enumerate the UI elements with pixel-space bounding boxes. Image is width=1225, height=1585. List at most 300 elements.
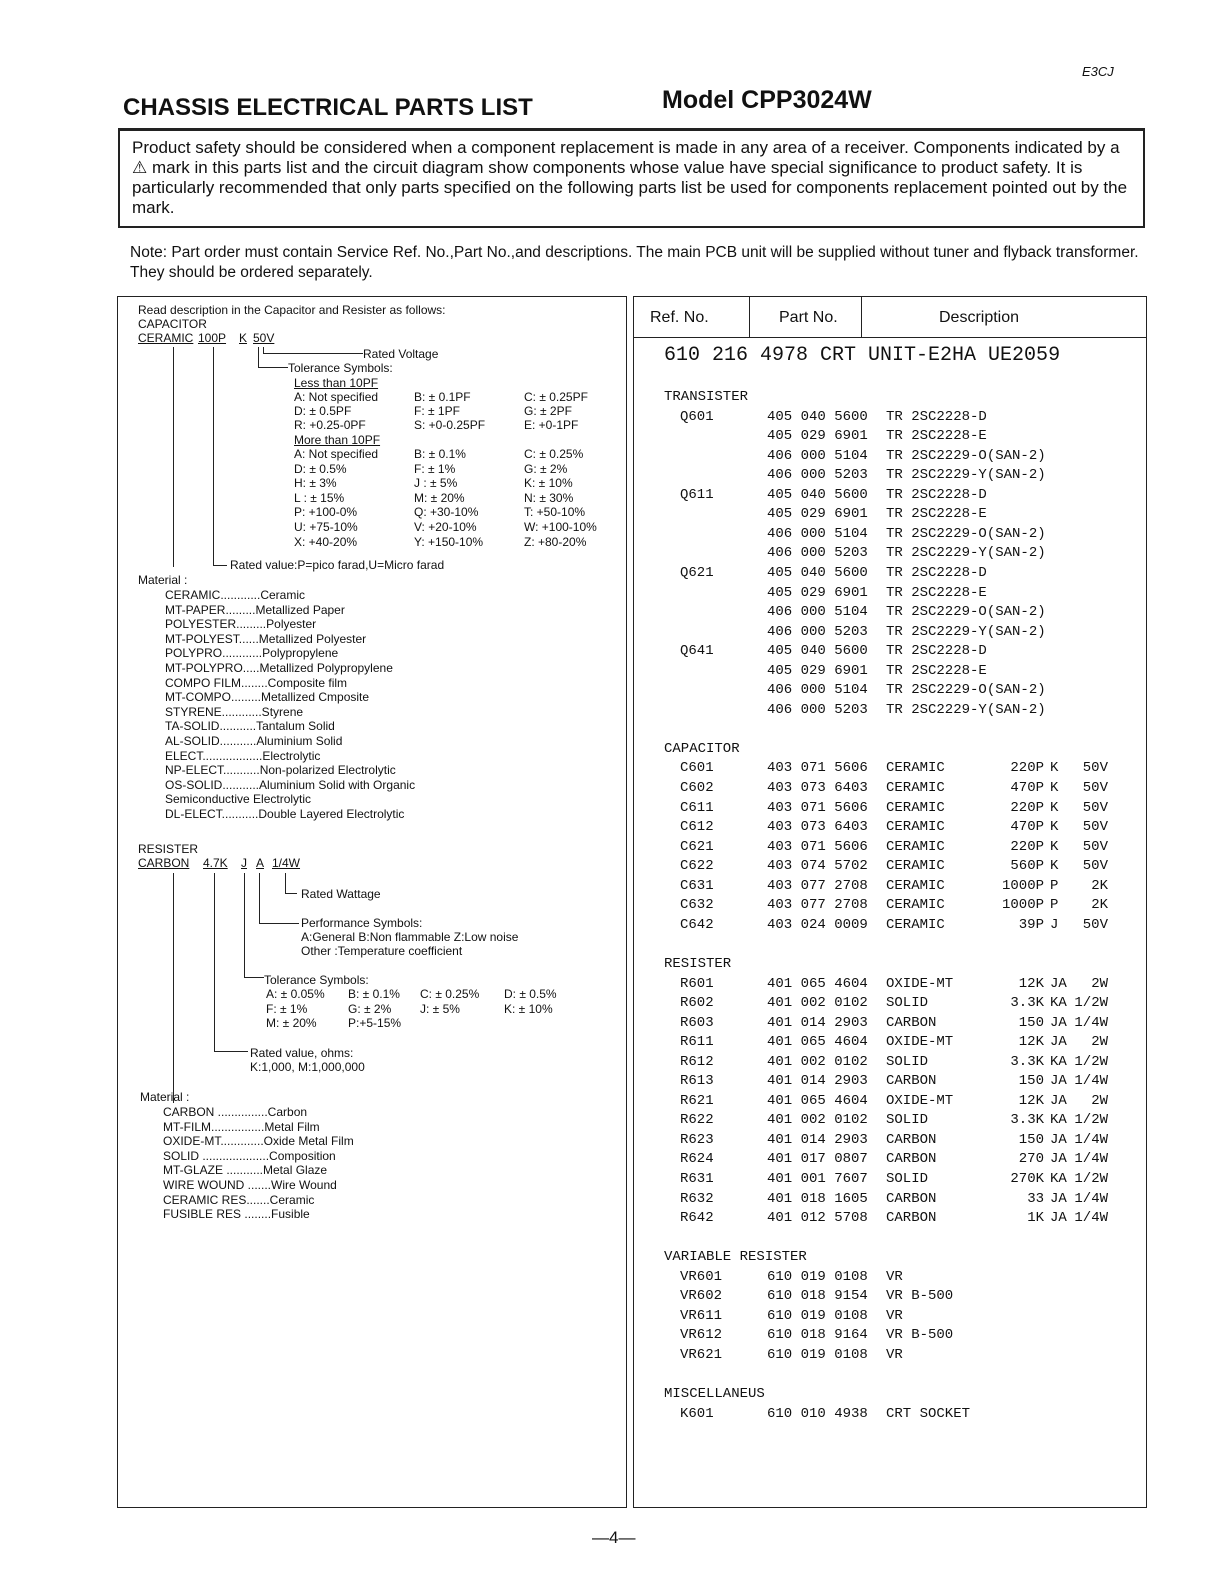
cap-example-voltage: 50V xyxy=(253,331,275,345)
table-row xyxy=(634,1033,1146,1053)
material-entry: POLYPRO............Polypropylene xyxy=(165,646,339,661)
description: TR 2SC2228-E xyxy=(886,662,987,679)
rating: 2W xyxy=(1091,1092,1108,1109)
tolerance-entry: X: +40-20% xyxy=(294,534,358,549)
table-row xyxy=(634,408,1146,428)
description: TR 2SC2229-O(SAN-2) xyxy=(886,447,1046,464)
material-entry: MT-POLYEST......Metallized Polyester xyxy=(165,631,367,646)
description: CARBON xyxy=(886,1014,937,1031)
legend-panel xyxy=(117,296,627,1508)
header-description: Description xyxy=(939,309,1020,326)
table-row xyxy=(634,896,1146,916)
table-row xyxy=(634,1170,1146,1190)
description: SOLID xyxy=(886,995,929,1012)
description: CERAMIC xyxy=(886,819,945,836)
description: CERAMIC xyxy=(886,916,945,933)
part-no: 403 077 2708 xyxy=(767,897,868,914)
rating: 2K xyxy=(1091,897,1108,914)
material-entry: MT-PAPER.........Metallized Paper xyxy=(165,602,345,617)
tolerance-entry: B: ± 0.1% xyxy=(414,447,466,461)
description: CRT SOCKET xyxy=(886,1405,971,1422)
part-no: 406 000 5104 xyxy=(767,447,868,464)
tolerance-entry: P:+5-15% xyxy=(348,1016,402,1031)
table-row xyxy=(634,525,1146,545)
description: CARBON xyxy=(886,1190,937,1207)
tolerance-entry: G: ± 2% xyxy=(348,1001,392,1016)
value: 1000P xyxy=(1001,877,1044,894)
less-than-label: Less than 10PF xyxy=(294,376,379,390)
table-row xyxy=(634,1307,1146,1327)
tolerance: JA xyxy=(1050,975,1067,992)
table-row xyxy=(634,662,1146,682)
tolerance: JA xyxy=(1050,1190,1067,1207)
part-no: 401 065 4604 xyxy=(767,1092,868,1109)
cap-example-material: CERAMIC xyxy=(138,331,194,345)
tolerance-entry: K: ± 10% xyxy=(504,1001,553,1016)
res-example-watt: 1/4W xyxy=(272,856,301,870)
tolerance: P xyxy=(1050,897,1059,914)
rating: 2W xyxy=(1091,975,1108,992)
section-title: RESISTER xyxy=(664,955,732,972)
description: CERAMIC xyxy=(886,799,945,816)
res-rated-value-units: K:1,000, M:1,000,000 xyxy=(250,1060,365,1074)
table-row xyxy=(634,975,1146,995)
parts-table xyxy=(633,296,1147,1508)
tolerance-entry: R: +0.25-0PF xyxy=(294,418,366,432)
ref-no: R613 xyxy=(680,1073,714,1090)
material-entry: POLYESTER.........Polyester xyxy=(165,617,317,632)
tolerance: KA xyxy=(1050,1112,1067,1129)
res-rated-value: Rated value, ohms: xyxy=(250,1046,354,1060)
rating: 2K xyxy=(1091,877,1108,894)
value: 470P xyxy=(1010,819,1044,836)
value: 12K xyxy=(1018,1034,1044,1051)
resister-heading: RESISTER xyxy=(138,842,199,856)
table-row xyxy=(634,681,1146,701)
tolerance-entry: F: ± 1PF xyxy=(414,404,460,418)
ref-no: R611 xyxy=(680,1034,714,1051)
part-no: 610 019 0108 xyxy=(767,1346,868,1363)
material-entry: FUSIBLE RES ........Fusible xyxy=(163,1207,310,1222)
ref-no: R623 xyxy=(680,1131,714,1148)
part-no: 401 002 0102 xyxy=(767,995,868,1012)
model-title: Model CPP3024W xyxy=(662,86,872,114)
ref-no: R624 xyxy=(680,1151,714,1168)
material-entry: CARBON ...............Carbon xyxy=(163,1105,308,1119)
crt-unit-line: 610 216 4978 CRT UNIT-E2HA UE2059 xyxy=(664,344,1061,367)
description: CERAMIC xyxy=(886,838,945,855)
tolerance: JA xyxy=(1050,1151,1067,1168)
description: OXIDE-MT xyxy=(886,1034,954,1051)
cap-material-label: Material : xyxy=(138,573,188,587)
table-row xyxy=(634,1229,1146,1249)
section-title: CAPACITOR xyxy=(664,740,740,757)
value: 3.3K xyxy=(1010,995,1044,1012)
part-no: 401 065 4604 xyxy=(767,975,868,992)
ref-no: Q611 xyxy=(680,486,714,503)
description: SOLID xyxy=(886,1053,929,1070)
safety-notice: Product safety should be considered when a component replacement is made in any area of a receiver. Components indicated by a ⚠ mark in this parts list and the circuit diagram show components whose value have special significance to product safety. It is particularly recommended that only parts specified on the following parts list be used for components replacement pointed out by the mark. xyxy=(118,128,1145,228)
table-row xyxy=(634,623,1146,643)
value: 39P xyxy=(1018,916,1044,933)
tolerance: KA xyxy=(1050,995,1067,1012)
rated-wattage-label: Rated Wattage xyxy=(301,887,381,901)
ref-no: R632 xyxy=(680,1190,714,1207)
part-no: 401 065 4604 xyxy=(767,1034,868,1051)
tolerance-entry: D: ± 0.5% xyxy=(504,987,557,1001)
table-row xyxy=(634,447,1146,467)
value: 12K xyxy=(1018,1092,1044,1109)
tolerance-entry: C: ± 0.25PF xyxy=(524,390,588,404)
part-no: 403 073 6403 xyxy=(767,780,868,796)
material-entry: Semiconductive Electrolytic xyxy=(165,792,312,807)
value: 470P xyxy=(1010,780,1044,796)
order-note: Note: Part order must contain Service Ref. No.,Part No.,and descriptions. The main PCB unit will be supplied without tuner and flyback transformer. They should be ordered separately. xyxy=(130,244,1139,281)
rated-voltage-label: Rated Voltage xyxy=(363,347,439,361)
tolerance: J xyxy=(1050,916,1059,933)
section-title: VARIABLE RESISTER xyxy=(664,1249,807,1266)
description: CERAMIC xyxy=(886,760,945,777)
table-row xyxy=(634,818,1146,838)
page-title: CHASSIS ELECTRICAL PARTS LIST xyxy=(123,94,533,121)
description: VR B-500 xyxy=(886,1288,954,1305)
part-no: 406 000 5203 xyxy=(767,623,868,640)
value: 150 xyxy=(1018,1073,1044,1090)
description: TR 2SC2229-O(SAN-2) xyxy=(886,604,1046,621)
part-no: 403 074 5702 xyxy=(767,858,868,875)
table-row xyxy=(634,544,1146,564)
rating: 1/4W xyxy=(1074,1131,1108,1148)
section-heading xyxy=(634,740,1146,760)
material-entry: MT-GLAZE ...........Metal Glaze xyxy=(163,1163,328,1178)
section-heading xyxy=(634,955,1146,975)
res-example-perf: A xyxy=(256,856,265,870)
part-no: 403 073 6403 xyxy=(767,819,868,836)
table-row xyxy=(634,1366,1146,1386)
rating: 1/4W xyxy=(1074,1190,1108,1207)
part-no: 406 000 5104 xyxy=(767,682,868,699)
tolerance-entry: C: ± 0.25% xyxy=(524,447,584,461)
material-entry: NP-ELECT...........Non-polarized Electrolytic xyxy=(165,763,396,778)
res-example-material: CARBON xyxy=(138,856,190,870)
value: 270 xyxy=(1018,1151,1044,1168)
material-entry: MT-FILM................Metal Film xyxy=(163,1119,320,1134)
table-row xyxy=(634,759,1146,779)
table-row xyxy=(634,857,1146,877)
table-row xyxy=(634,486,1146,506)
doc-code: E3CJ xyxy=(1082,64,1114,79)
part-no: 403 071 5606 xyxy=(767,760,868,777)
part-no: 610 018 9154 xyxy=(767,1288,868,1305)
ref-no: C631 xyxy=(680,877,714,894)
perf-line-1: A:General B:Non flammable Z:Low noise xyxy=(301,930,519,944)
tolerance: JA xyxy=(1050,1210,1067,1227)
description: TR 2SC2228-E xyxy=(886,584,987,601)
table-row xyxy=(634,1111,1146,1131)
rating: 1/2W xyxy=(1074,1171,1108,1187)
tolerance-entry: F: ± 1% xyxy=(266,1001,308,1016)
material-entry: CERAMIC RES.......Ceramic xyxy=(163,1192,315,1207)
material-entry: STYRENE............Styrene xyxy=(165,704,304,719)
description: CERAMIC xyxy=(886,877,945,894)
tolerance: K xyxy=(1050,760,1059,777)
rating: 50V xyxy=(1082,858,1108,875)
description: TR 2SC2229-Y(SAN-2) xyxy=(886,701,1046,718)
description: TR 2SC2229-Y(SAN-2) xyxy=(886,467,1046,484)
section-heading xyxy=(634,1248,1146,1268)
part-no: 401 002 0102 xyxy=(767,1053,868,1070)
tolerance: K xyxy=(1050,780,1059,796)
part-no: 401 017 0807 xyxy=(767,1151,868,1168)
rating: 1/2W xyxy=(1074,1112,1108,1129)
tolerance: JA xyxy=(1050,1014,1067,1031)
tolerance-entry: M: ± 20% xyxy=(414,490,465,505)
value: 150 xyxy=(1018,1014,1044,1031)
ref-no: R631 xyxy=(680,1171,714,1187)
table-row xyxy=(634,584,1146,604)
part-no: 403 077 2708 xyxy=(767,877,868,894)
part-no: 610 010 4938 xyxy=(767,1405,868,1422)
ref-no: C612 xyxy=(680,819,714,836)
rating: 1/2W xyxy=(1074,995,1108,1012)
material-entry: ELECT..................Electrolytic xyxy=(165,748,321,763)
table-row xyxy=(634,799,1146,819)
description: TR 2SC2228-D xyxy=(886,643,987,660)
tolerance-entry: J : ± 5% xyxy=(414,476,458,491)
table-row xyxy=(634,466,1146,486)
rating: 1/4W xyxy=(1074,1210,1108,1227)
rating: 50V xyxy=(1082,819,1108,836)
tolerance-entry: L : ± 15% xyxy=(294,490,345,505)
part-no: 406 000 5203 xyxy=(767,467,868,484)
table-row xyxy=(634,1092,1146,1112)
value: 150 xyxy=(1018,1131,1044,1148)
table-row xyxy=(634,603,1146,623)
part-no: 406 000 5104 xyxy=(767,604,868,621)
tolerance-entry: B: ± 0.1PF xyxy=(414,390,471,404)
tolerance: K xyxy=(1050,819,1059,836)
tolerance-entry: B: ± 0.1% xyxy=(348,987,400,1001)
description: TR 2SC2229-Y(SAN-2) xyxy=(886,545,1046,562)
value: 33 xyxy=(1027,1190,1044,1207)
tolerance: JA xyxy=(1050,1034,1067,1051)
table-row xyxy=(634,877,1146,897)
tolerance-entry: G: ± 2% xyxy=(524,461,568,476)
part-no: 406 000 5104 xyxy=(767,525,868,542)
tol-symbols-label: Tolerance Symbols: xyxy=(288,361,393,375)
rating: 1/4W xyxy=(1074,1151,1108,1168)
ref-no: Q641 xyxy=(680,643,714,660)
ref-no: VR621 xyxy=(680,1346,723,1363)
material-entry: MT-POLYPRO.....Metallized Polypropylene xyxy=(165,661,393,675)
ref-no: Q601 xyxy=(680,408,714,425)
rating: 50V xyxy=(1082,799,1108,816)
part-no: 401 014 2903 xyxy=(767,1131,868,1148)
description: TR 2SC2229-O(SAN-2) xyxy=(886,525,1046,542)
part-no: 405 029 6901 xyxy=(767,506,868,523)
section-title: MISCELLANEUS xyxy=(664,1386,765,1403)
tolerance-entry: P: +100-0% xyxy=(294,505,358,520)
section-title: TRANSISTER xyxy=(664,389,749,405)
part-no: 405 040 5600 xyxy=(767,564,868,581)
res-example-tol: J xyxy=(241,856,247,870)
tolerance-entry: Z: +80-20% xyxy=(524,534,587,549)
ref-no: VR611 xyxy=(680,1307,723,1324)
table-row xyxy=(634,1053,1146,1073)
tolerance: JA xyxy=(1050,1131,1067,1148)
ref-no: R612 xyxy=(680,1053,714,1070)
table-row xyxy=(634,1150,1146,1170)
table-row xyxy=(634,916,1146,936)
part-no: 403 071 5606 xyxy=(767,838,868,855)
rating: 50V xyxy=(1082,838,1108,855)
description: CERAMIC xyxy=(886,780,945,796)
res-material-label: Material : xyxy=(140,1090,190,1104)
material-entry: TA-SOLID...........Tantalum Solid xyxy=(165,719,335,734)
table-row xyxy=(634,642,1146,662)
tolerance: P xyxy=(1050,877,1059,894)
tolerance-entry: E: +0-1PF xyxy=(524,418,579,432)
material-entry: MT-COMPO.........Metallized Cmposite xyxy=(165,690,370,705)
ref-no: C602 xyxy=(680,780,714,796)
rating: 1/4W xyxy=(1074,1014,1108,1031)
material-entry: SOLID ....................Composition xyxy=(163,1148,336,1163)
description: TR 2SC2228-D xyxy=(886,408,987,425)
tolerance: KA xyxy=(1050,1053,1067,1070)
tolerance-entry: Q: +30-10% xyxy=(414,505,479,520)
tolerance: K xyxy=(1050,858,1059,875)
description: TR 2SC2228-E xyxy=(886,506,987,523)
table-row xyxy=(634,505,1146,525)
part-no: 406 000 5203 xyxy=(767,545,868,562)
description: CERAMIC xyxy=(886,897,945,914)
part-no: 405 029 6901 xyxy=(767,662,868,679)
tolerance-entry: K: ± 10% xyxy=(524,476,573,491)
more-than-label: More than 10PF xyxy=(294,433,381,447)
ref-no: VR612 xyxy=(680,1327,723,1344)
description: OXIDE-MT xyxy=(886,975,954,992)
ref-no: R622 xyxy=(680,1112,714,1129)
ref-no: K601 xyxy=(680,1405,714,1422)
material-entry: DL-ELECT...........Double Layered Electrolytic xyxy=(165,807,405,821)
table-row xyxy=(634,1405,1146,1425)
tolerance-entry: V: +20-10% xyxy=(414,520,477,534)
table-row xyxy=(634,1326,1146,1346)
table-row xyxy=(634,720,1146,740)
part-no: 610 018 9164 xyxy=(767,1327,868,1344)
part-no: 406 000 5203 xyxy=(767,701,868,718)
part-no: 405 040 5600 xyxy=(767,408,868,425)
description: SOLID xyxy=(886,1171,929,1187)
part-no: 401 018 1605 xyxy=(767,1190,868,1207)
table-row xyxy=(634,838,1146,858)
tolerance-entry: N: ± 30% xyxy=(524,490,574,505)
part-no: 401 012 5708 xyxy=(767,1210,868,1227)
section-heading xyxy=(634,388,1146,408)
rating: 2W xyxy=(1091,1034,1108,1051)
tolerance-entry: W: +100-10% xyxy=(524,520,597,534)
description: CARBON xyxy=(886,1131,937,1148)
part-no: 405 029 6901 xyxy=(767,428,868,445)
value: 3.3K xyxy=(1010,1053,1044,1070)
table-row xyxy=(634,1014,1146,1034)
res-tol-label: Tolerance Symbols: xyxy=(264,973,369,987)
description: CERAMIC xyxy=(886,858,945,875)
material-entry: OXIDE-MT.............Oxide Metal Film xyxy=(163,1134,354,1149)
material-entry: OS-SOLID...........Aluminium Solid with Organic xyxy=(165,777,416,792)
part-no: 403 024 0009 xyxy=(767,916,868,933)
table-row xyxy=(634,779,1146,799)
tolerance-entry: D: ± 0.5PF xyxy=(294,404,352,418)
ref-no: R642 xyxy=(680,1210,714,1227)
tolerance-entry: A: Not specified xyxy=(294,447,379,461)
ref-no: C642 xyxy=(680,916,714,933)
perf-line-2: Other :Temperature coefficient xyxy=(301,944,463,958)
tolerance-entry: T: +50-10% xyxy=(524,505,586,520)
value: 12K xyxy=(1018,975,1044,992)
part-no: 405 040 5600 xyxy=(767,486,868,503)
capacitor-heading: CAPACITOR xyxy=(138,317,207,331)
description: TR 2SC2228-E xyxy=(886,428,987,445)
tolerance-entry: A: ± 0.05% xyxy=(266,987,325,1001)
material-entry: COMPO FILM........Composite film xyxy=(165,675,348,690)
cap-example-tol: K xyxy=(239,331,248,345)
description: VR xyxy=(886,1268,903,1285)
ref-no: VR602 xyxy=(680,1288,723,1305)
part-no: 403 071 5606 xyxy=(767,799,868,816)
tolerance: JA xyxy=(1050,1092,1067,1109)
ref-no: VR601 xyxy=(680,1268,723,1285)
table-row xyxy=(634,1268,1146,1288)
ref-no: R601 xyxy=(680,975,714,992)
value: 560P xyxy=(1010,858,1044,875)
description: SOLID xyxy=(886,1112,929,1129)
part-no: 401 014 2903 xyxy=(767,1073,868,1090)
page-number: —4— xyxy=(592,1528,636,1547)
part-no: 401 001 7607 xyxy=(767,1171,868,1187)
table-row xyxy=(634,935,1146,955)
ref-no: C622 xyxy=(680,858,714,875)
part-no: 405 029 6901 xyxy=(767,584,868,601)
description: VR xyxy=(886,1346,903,1363)
ref-no: C601 xyxy=(680,760,714,777)
perf-symbols-label: Performance Symbols: xyxy=(301,916,423,930)
table-row xyxy=(634,427,1146,447)
part-no: 610 019 0108 xyxy=(767,1307,868,1324)
tolerance-entry: D: ± 0.5% xyxy=(294,461,347,476)
description: VR B-500 xyxy=(886,1327,954,1344)
table-row xyxy=(634,1346,1146,1366)
res-example-value: 4.7K xyxy=(203,856,228,870)
description: OXIDE-MT xyxy=(886,1092,954,1109)
value: 270K xyxy=(1010,1171,1044,1187)
value: 1K xyxy=(1027,1210,1044,1227)
rating: 1/4W xyxy=(1074,1073,1108,1090)
table-row xyxy=(634,701,1146,721)
tolerance-entry: A: Not specified xyxy=(294,390,379,404)
value: 220P xyxy=(1010,760,1044,777)
tolerance-entry: U: +75-10% xyxy=(294,520,358,534)
part-no: 405 040 5600 xyxy=(767,643,868,660)
value: 220P xyxy=(1010,838,1044,855)
header-ref-no: Ref. No. xyxy=(650,309,709,326)
table-row xyxy=(634,1131,1146,1151)
table-row xyxy=(634,1209,1146,1229)
ref-no: R602 xyxy=(680,995,714,1012)
ref-no: R621 xyxy=(680,1092,714,1109)
value: 1000P xyxy=(1001,897,1044,914)
description: TR 2SC2228-D xyxy=(886,486,987,503)
